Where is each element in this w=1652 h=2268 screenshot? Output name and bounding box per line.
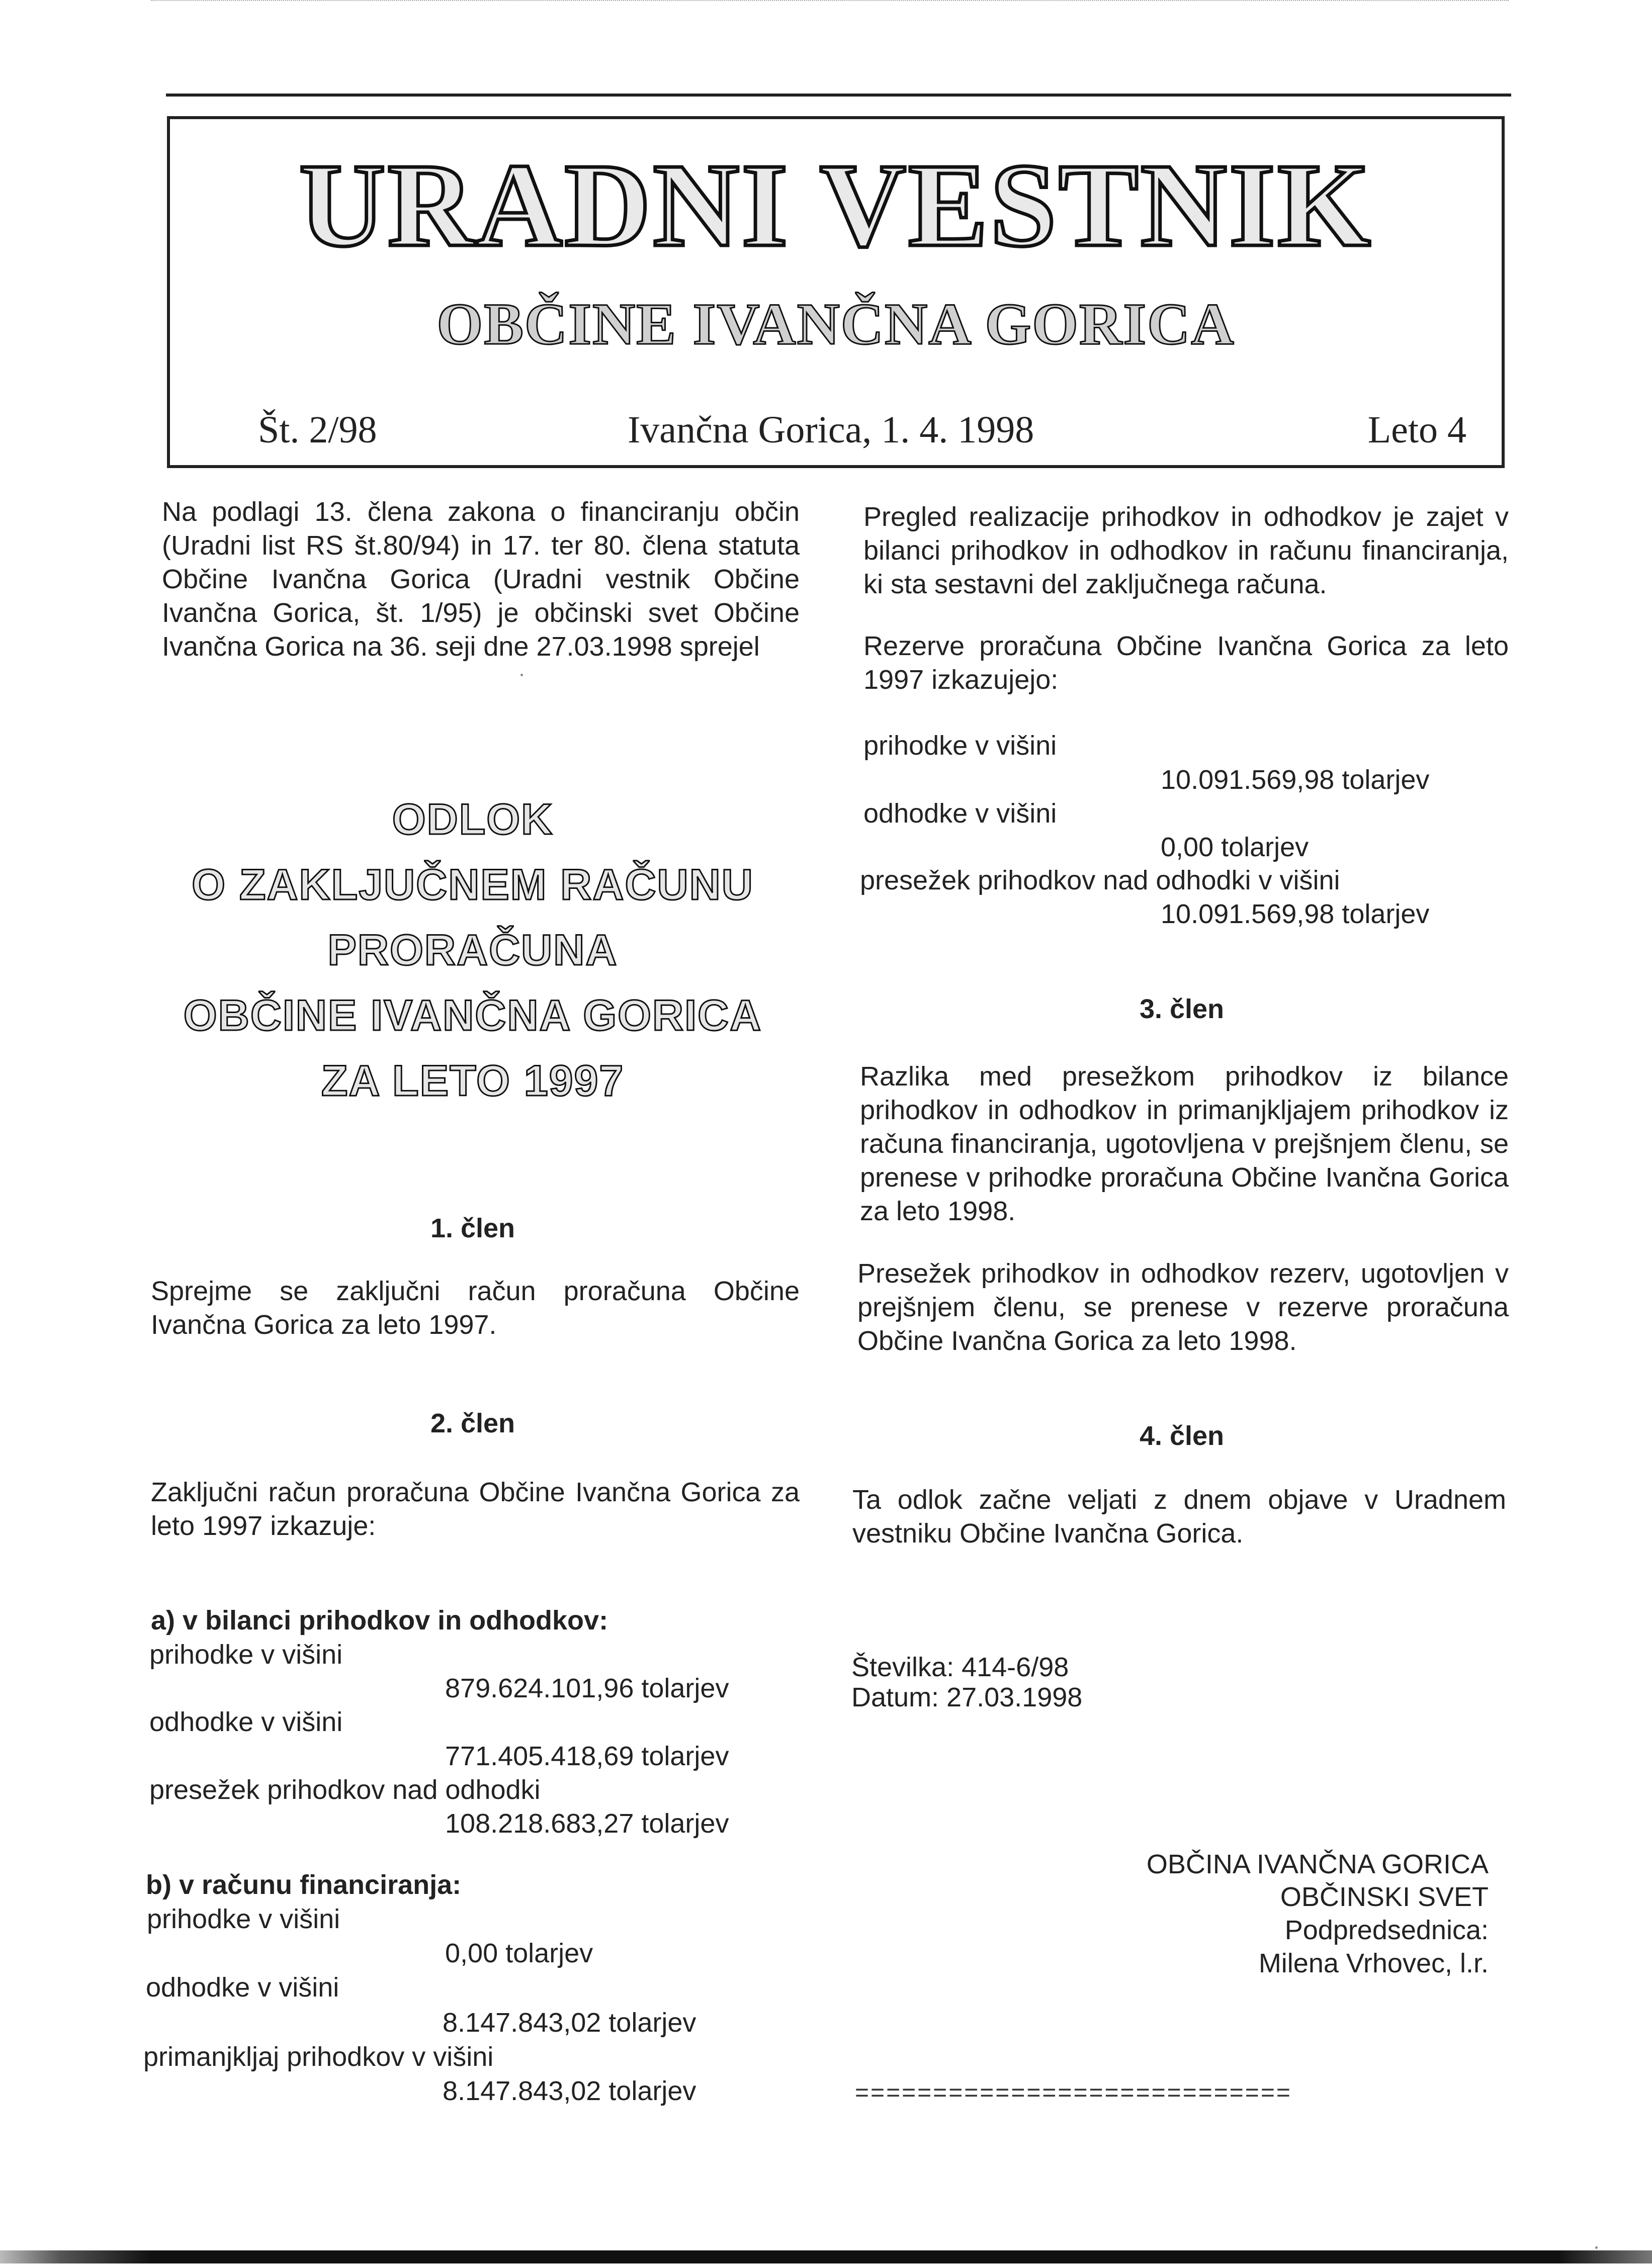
amount-label: odhodke v višini xyxy=(146,1972,339,2003)
right-paragraph: Rezerve proračuna Občine Ivančna Gorica za leto 1997 izkazujejo: xyxy=(863,631,1509,695)
amount-label: prihodke v višini xyxy=(863,731,1057,761)
amount-value: 108.218.683,27 tolarjev xyxy=(445,1808,729,1839)
section-b-heading: b) v računu financiranja: xyxy=(146,1870,462,1900)
article-3-heading: 3. člen xyxy=(1139,994,1225,1024)
amount-value: 879.624.101,96 tolarjev xyxy=(445,1673,729,1703)
article-4-text: Ta odlok začne veljati z dnem objave v Uradnem vestniku Občine Ivančna Gorica. xyxy=(852,1485,1506,1549)
amount-value: 771.405.418,69 tolarjev xyxy=(445,1741,729,1771)
amount-label: primanjkljaj prihodkov v višini xyxy=(143,2042,494,2072)
amount-value: 10.091.569,98 tolarjev xyxy=(1161,899,1430,929)
signature-line: OBČINA IVANČNA GORICA xyxy=(1146,1849,1489,1879)
decree-title-line: ZA LETO 1997 xyxy=(321,1057,625,1105)
article-2-heading: 2. člen xyxy=(430,1408,515,1438)
decree-title-line: PRORAČUNA xyxy=(327,926,618,974)
amount-value: 8.147.843,02 tolarjev xyxy=(443,2008,697,2038)
document-number: Številka: 414-6/98 xyxy=(851,1652,1069,1682)
amount-value: 0,00 tolarjev xyxy=(445,1938,593,1968)
right-paragraph: Pregled realizacije prihodkov in odhodkov je zajet v bilanci prihodkov in odhodkov in računu financiranja, ki sta sestavni del zaključnega računa. xyxy=(863,502,1509,599)
article-3-text: Presežek prihodkov in odhodkov rezerv, ugotovljen v prejšnjem členu, se prenese v rezerve proračuna Občine Ivančna Gorica za leto 1998. xyxy=(857,1258,1509,1356)
top-rule xyxy=(166,94,1511,97)
scan-speck xyxy=(520,674,523,676)
amount-label: presežek prihodkov nad odhodki xyxy=(149,1775,541,1805)
amount-label: prihodke v višini xyxy=(149,1640,343,1670)
masthead-title: URADNI VESTNIK xyxy=(299,139,1373,271)
decree-title xyxy=(146,787,800,1114)
preamble: Na podlagi 13. člena zakona o financiranju občin (Uradni list RS št.80/94) in 17. ter 80. člena statuta Občine Ivančna Gorica (Uradni vestnik Občine Ivančna Gorica, št. 1/95) je občinski svet Občine Ivančna Gorica na 36. seji dne 27.03.1998 sprejel xyxy=(162,497,800,662)
article-1-text: Sprejme se zaključni račun proračuna Občine Ivančna Gorica za leto 1997. xyxy=(151,1276,800,1340)
article-4-heading: 4. člen xyxy=(1139,1421,1225,1451)
signature-line: OBČINSKI SVET xyxy=(1280,1882,1489,1912)
article-2-text: Zaključni račun proračuna Občine Ivančna Gorica za leto 1997 izkazuje: xyxy=(151,1477,800,1541)
amount-value: 8.147.843,02 tolarjev xyxy=(443,2076,697,2106)
amount-value: 0,00 tolarjev xyxy=(1161,832,1309,862)
decree-title-line: ODLOK xyxy=(392,795,554,844)
issue-number: Št. 2/98 xyxy=(258,409,377,451)
amount-label: odhodke v višini xyxy=(149,1707,343,1737)
issue-place-date: Ivančna Gorica, 1. 4. 1998 xyxy=(628,409,1034,451)
issue-year: Leto 4 xyxy=(1367,409,1466,451)
amount-label: odhodke v višini xyxy=(863,798,1057,829)
scan-edge-noise xyxy=(151,0,1509,3)
masthead-subtitle: OBČINE IVANČNA GORICA xyxy=(437,291,1235,357)
article-1-heading: 1. člen xyxy=(430,1213,515,1243)
decree-title-line: O ZAKLJUČNEM RAČUNU xyxy=(192,861,754,909)
bottom-rule xyxy=(0,2250,1652,2263)
amount-label: presežek prihodkov nad odhodki v višini xyxy=(860,865,1340,895)
decree-title-line: OBČINE IVANČNA GORICA xyxy=(183,991,762,1040)
article-3-text: Razlika med presežkom prihodkov iz bilance prihodkov in odhodkov in primanjkljajem prihodkov iz računa financiranja, ugotovljena v prejšnjem členu, se prenese v prihodke proračuna Občine Ivančna Gorica za leto 1998. xyxy=(860,1061,1509,1226)
document-date: Datum: 27.03.1998 xyxy=(851,1682,1083,1712)
section-a-heading: a) v bilanci prihodkov in odhodkov: xyxy=(151,1605,608,1636)
amount-value: 10.091.569,98 tolarjev xyxy=(1161,765,1430,795)
separator-line: ============================ xyxy=(855,2079,1292,2106)
masthead-box xyxy=(167,116,1505,468)
signature-line: Podpredsednica: xyxy=(1284,1915,1489,1945)
scan-speck xyxy=(1595,2246,1598,2249)
amount-label: prihodke v višini xyxy=(147,1904,340,1934)
signatory-name: Milena Vrhovec, l.r. xyxy=(1258,1948,1489,1978)
